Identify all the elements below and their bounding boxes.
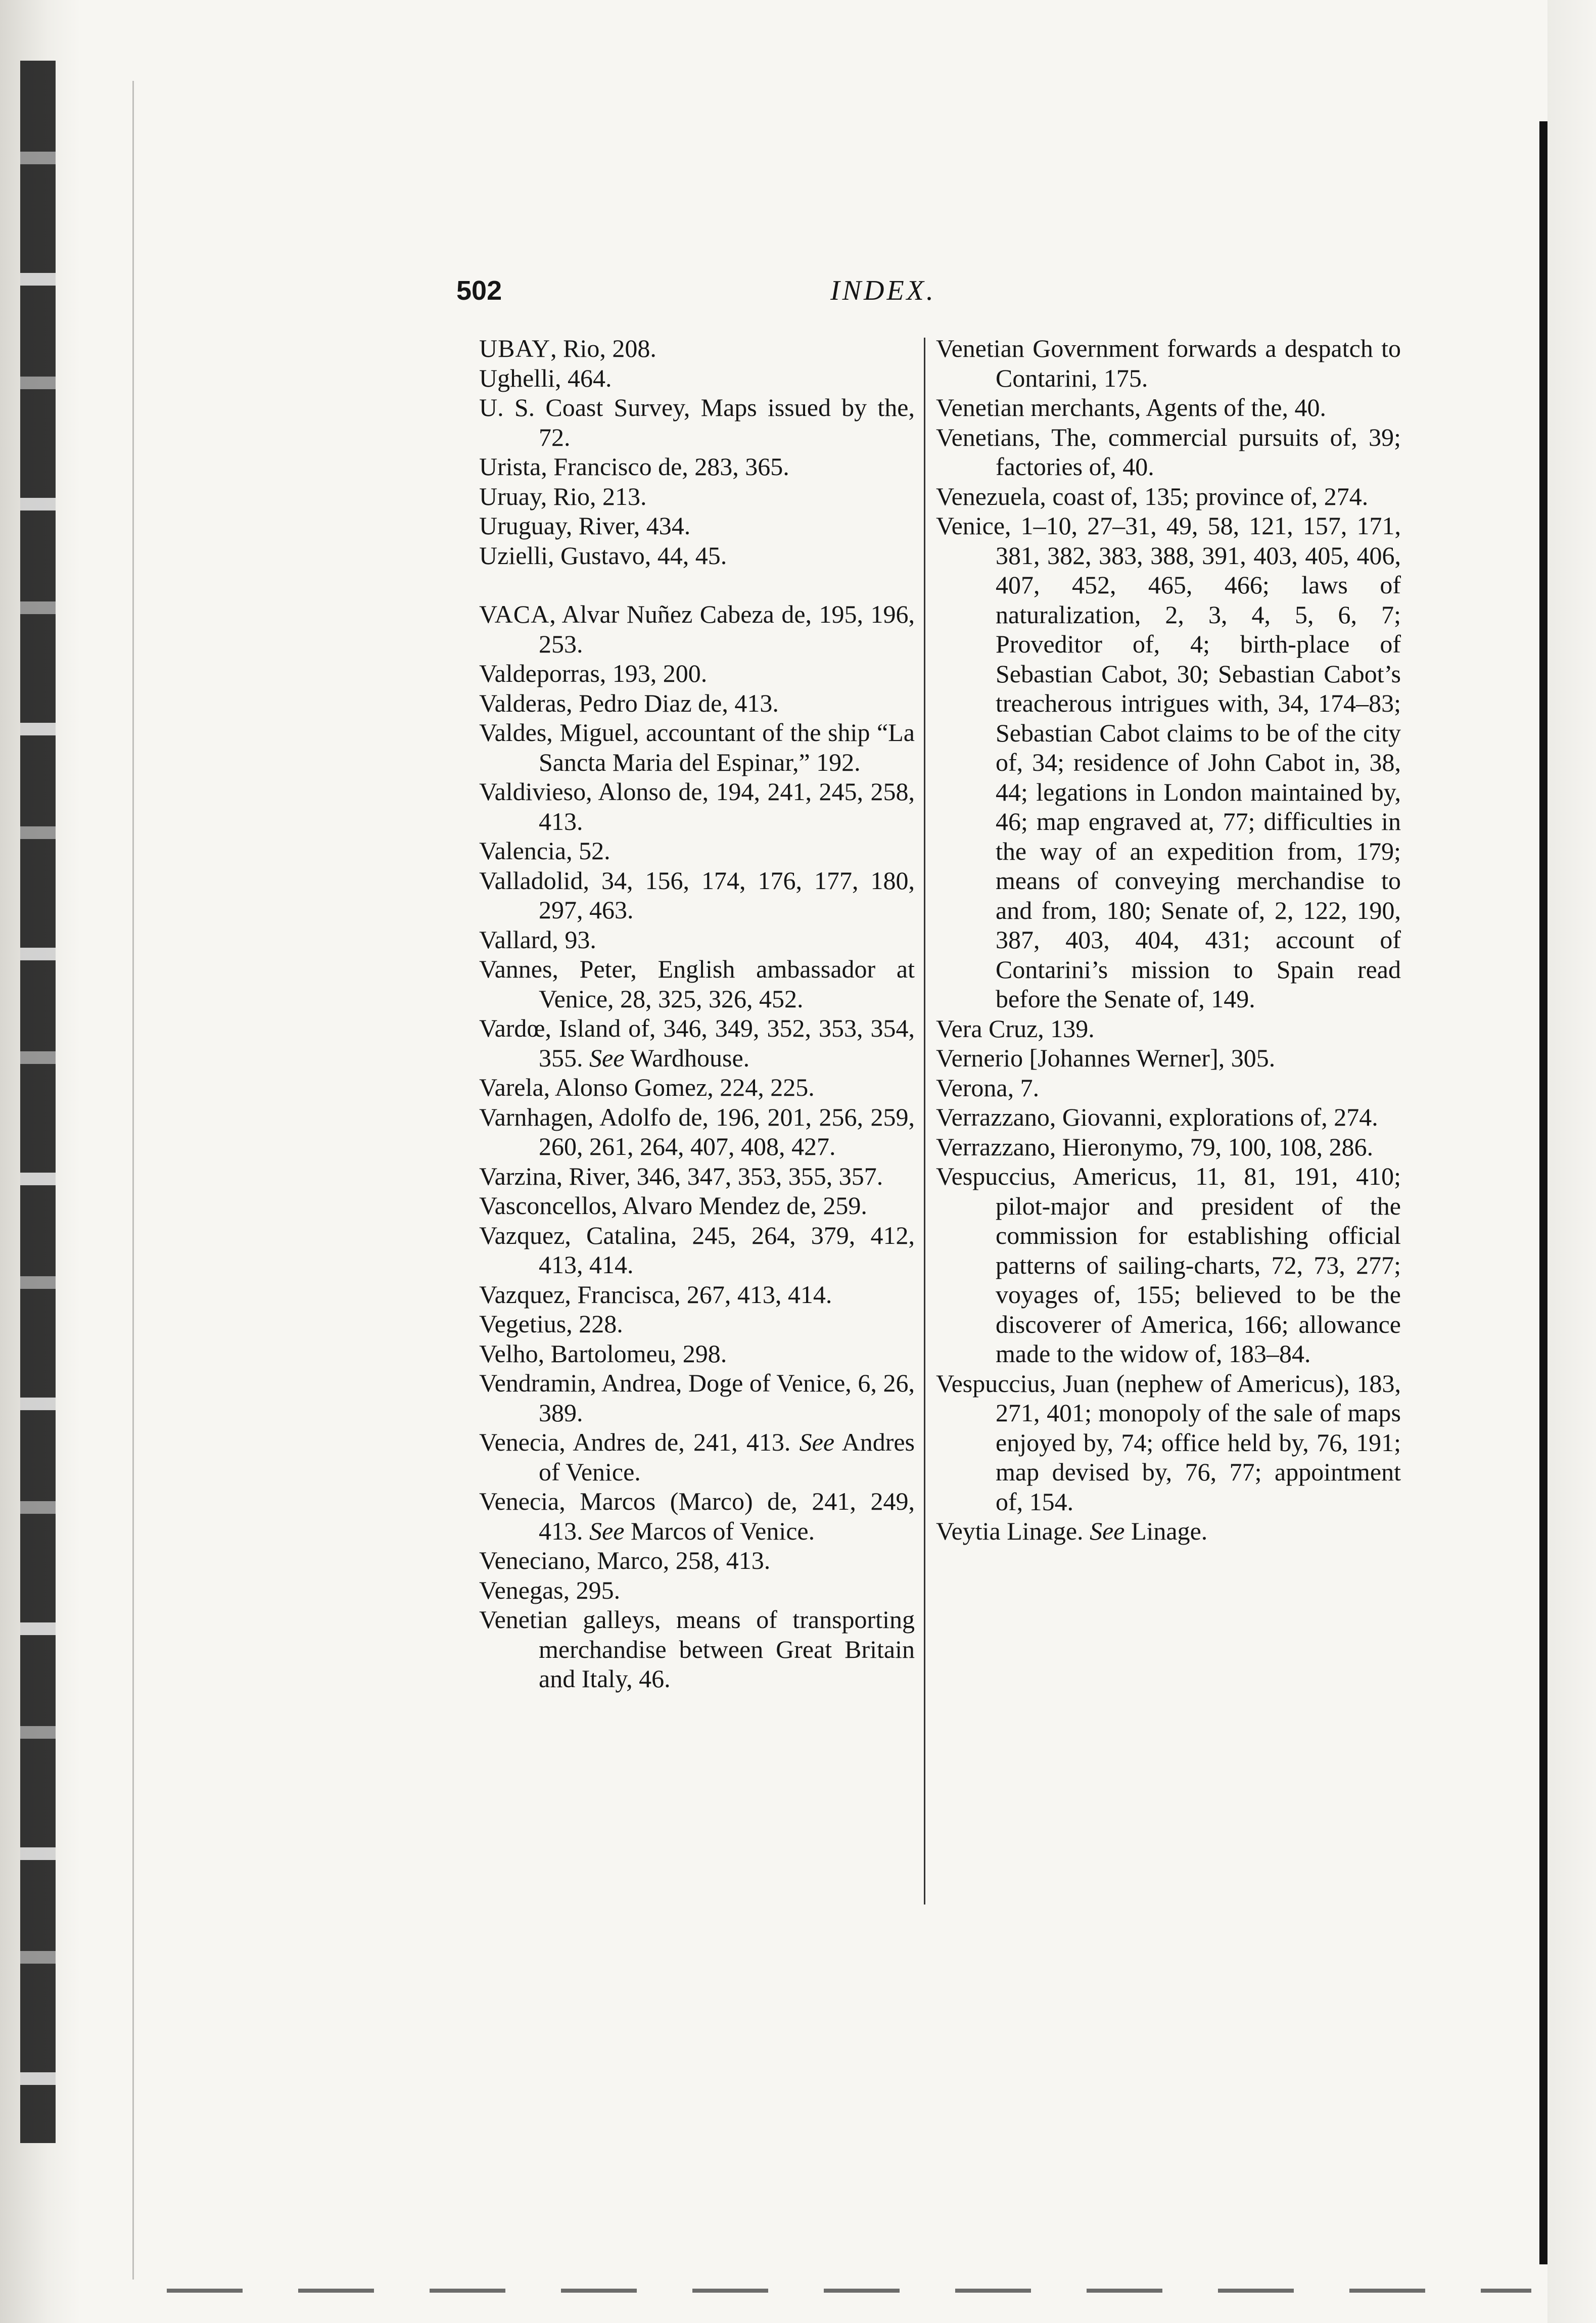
- entry-text: Valencia, 52.: [479, 837, 611, 865]
- index-entry: [479, 393, 915, 452]
- page-number: 502: [456, 275, 502, 306]
- entry-text: Vazquez, Catalina, 245, 264, 379, 412, 413, 414.: [479, 1221, 915, 1279]
- entry-text: Verrazzano, Hieronymo, 79, 100, 108, 286.: [936, 1132, 1374, 1161]
- entry-text: Urista, Francisco de, 283, 365.: [479, 452, 789, 481]
- index-entry: [479, 954, 915, 1013]
- index-entry: [479, 1013, 915, 1073]
- entry-text: Venezuela, coast of, 135; province of, 274.: [936, 482, 1369, 510]
- entry-text: Varnhagen, Adolfo de, 196, 201, 256, 259, 260, 261, 264, 407, 408, 427.: [479, 1102, 915, 1160]
- index-entry: [479, 363, 915, 393]
- scan-left-binding-bar: [20, 61, 56, 2143]
- entry-text: Valderas, Pedro Diaz de, 413.: [479, 688, 779, 717]
- entry-text: Vera Cruz, 139.: [936, 1014, 1095, 1043]
- entry-text: , Rio, 208.: [550, 334, 656, 362]
- entry-text: Vardœ, Island of, 346, 349, 352, 353, 354, 355.: [479, 1014, 915, 1072]
- entry-text: Venetians, The, commercial pursuits of, 39; factories of, 40.: [936, 423, 1401, 481]
- entry-text: Venetian merchants, Agents of the, 40.: [936, 393, 1327, 422]
- index-entry: [479, 511, 915, 541]
- index-entry: [479, 925, 915, 955]
- page-header: [456, 275, 1457, 321]
- index-entry: [936, 1132, 1401, 1162]
- index-entry: [479, 836, 915, 866]
- index-entry: [479, 1546, 915, 1575]
- see-target: Linage.: [1124, 1517, 1208, 1545]
- entry-text: Vallard, 93.: [479, 925, 596, 954]
- entry-text: Uruay, Rio, 213.: [479, 482, 647, 510]
- entry-text: Valdivieso, Alonso de, 194, 241, 245, 258, 413.: [479, 777, 915, 835]
- index-column-left: [479, 334, 915, 1694]
- entry-text: U. S. Coast Survey, Maps issued by the, 72.: [479, 393, 915, 451]
- index-entry: [479, 718, 915, 777]
- scan-bottom-marks: [167, 2289, 1531, 2293]
- index-entry: [936, 1014, 1401, 1044]
- entry-text: Veneciano, Marco, 258, 413.: [479, 1546, 771, 1574]
- index-entry: [936, 482, 1401, 512]
- index-entry: [479, 482, 915, 512]
- index-entry: [479, 1221, 915, 1280]
- entry-text: Venegas, 295.: [479, 1575, 621, 1604]
- entry-text: Uruguay, River, 434.: [479, 512, 691, 540]
- index-entry: [479, 1162, 915, 1191]
- index-entry: [936, 1369, 1401, 1517]
- running-head: INDEX.: [830, 275, 936, 306]
- index-entry: [479, 1102, 915, 1162]
- see-reference: See: [589, 1516, 625, 1545]
- index-entry: [479, 1368, 915, 1427]
- index-entry: [479, 688, 915, 718]
- scan-right-binding-bar: [1539, 121, 1547, 2264]
- index-entry: [479, 1309, 915, 1339]
- index-entry: [936, 334, 1401, 393]
- see-reference: See: [799, 1428, 835, 1456]
- entry-text: Venecia, Andres de, 241, 413.: [479, 1428, 791, 1456]
- entry-text: Veytia Linage.: [936, 1517, 1084, 1545]
- index-entry: [936, 511, 1401, 1014]
- entry-text: Velho, Bartolomeu, 298.: [479, 1339, 727, 1368]
- index-entry: [479, 599, 915, 659]
- index-entry: [479, 541, 915, 571]
- entry-text: Valdeporras, 193, 200.: [479, 659, 708, 687]
- entry-text: Ughelli, 464.: [479, 363, 612, 392]
- entry-text: Valladolid, 34, 156, 174, 176, 177, 180, 297, 463.: [479, 866, 915, 924]
- entry-text: Uzielli, Gustavo, 44, 45.: [479, 541, 727, 570]
- see-target: Marcos of Venice.: [624, 1516, 815, 1545]
- index-entry: [479, 1605, 915, 1694]
- entry-head: UBAY: [479, 334, 551, 362]
- entry-text: Vazquez, Francisca, 267, 413, 414.: [479, 1280, 832, 1309]
- see-reference: See: [1090, 1517, 1125, 1545]
- entry-text: Vespuccius, Americus, 11, 81, 191, 410; pilot-major and president of the commission for establishing official patterns of sailing-charts, 72, 73, 277; voyages of, 155; believed to be the discoverer of America, 166; allowance made to the widow of, 183–84.: [936, 1162, 1401, 1368]
- see-target: Wardhouse.: [624, 1043, 750, 1072]
- index-entry: [479, 1191, 915, 1221]
- index-entry: [479, 1073, 915, 1102]
- entry-text: Vannes, Peter, English ambassador at Venice, 28, 325, 326, 452.: [479, 955, 915, 1013]
- entry-text: Vendramin, Andrea, Doge of Venice, 6, 26, 389.: [479, 1369, 915, 1427]
- index-entry: [936, 1102, 1401, 1132]
- index-entry: [936, 1043, 1401, 1073]
- index-column-right: [936, 334, 1401, 1546]
- index-entry: [479, 1486, 915, 1546]
- index-entry: [479, 866, 915, 925]
- index-entry: [479, 1427, 915, 1486]
- entry-text: , Alvar Nuñez Cabeza de, 195, 196, 253.: [539, 600, 915, 658]
- index-entry: [936, 1516, 1401, 1546]
- column-divider: [924, 338, 925, 1904]
- index-entry: [479, 452, 915, 482]
- entry-text: Verrazzano, Giovanni, explorations of, 274.: [936, 1103, 1378, 1131]
- entry-head: VACA: [479, 600, 550, 628]
- entry-text: Verona, 7.: [936, 1073, 1040, 1102]
- scan-left-fold-line: [132, 81, 134, 2280]
- scan-right-edge: [1547, 0, 1596, 2323]
- entry-text: Vespuccius, Juan (nephew of Americus), 183, 271, 401; monopoly of the sale of maps enjoyed by, 74; office held by, 76, 191; map devised by, 76, 77; appointment of, 154.: [936, 1369, 1401, 1516]
- entry-text: Venice, 1–10, 27–31, 49, 58, 121, 157, 171, 381, 382, 383, 388, 391, 403, 405, 406, 407, 452, 465, 466; laws of naturalization, 2, 3, 4, 5, 6, 7; Proveditor of, 4; birth-place of Sebastian Cabot, 30; Sebastian Cabot’s treacherous intrigues with, 34, 174–83; Sebastian Cabot claims to be of the city of, 34; residence of John Cabot in, 38, 44; legations in London maintained by, 46; map engraved at, 77; difficulties in the way of an expedition from, 179; means of conveying merchandise to and from, 180; Senate of, 2, 122, 190, 387, 403, 404, 431; account of Contarini’s mission to Spain read before the Senate of, 149.: [936, 512, 1401, 1013]
- entry-text: Venetian galleys, means of transporting merchandise between Great Britain and Italy, 46.: [479, 1605, 915, 1693]
- see-target: Andres of Venice.: [539, 1428, 915, 1486]
- entry-text: Venecia, Marcos (Marco) de, 241, 249, 413.: [479, 1487, 915, 1545]
- index-entry: [479, 334, 915, 363]
- index-entry: [479, 777, 915, 836]
- index-entry: [479, 659, 915, 688]
- entry-text: Varela, Alonso Gomez, 224, 225.: [479, 1073, 815, 1101]
- index-entry: [936, 393, 1401, 423]
- index-entry: [936, 423, 1401, 482]
- entry-text: Vegetius, 228.: [479, 1310, 623, 1338]
- index-entry: [479, 1339, 915, 1369]
- entry-text: Venetian Government forwards a despatch to Contarini, 175.: [936, 334, 1401, 392]
- entry-text: Valdes, Miguel, accountant of the ship “La Sancta Maria del Espinar,” 192.: [479, 718, 915, 776]
- entry-text: Varzina, River, 346, 347, 353, 355, 357.: [479, 1162, 883, 1190]
- index-entry: [936, 1162, 1401, 1369]
- see-reference: See: [589, 1043, 625, 1072]
- entry-text: Vasconcellos, Alvaro Mendez de, 259.: [479, 1191, 867, 1220]
- entry-text: Vernerio [Johannes Werner], 305.: [936, 1044, 1276, 1072]
- index-entry: [479, 1575, 915, 1605]
- index-entry: [936, 1073, 1401, 1103]
- index-entry: [479, 1280, 915, 1310]
